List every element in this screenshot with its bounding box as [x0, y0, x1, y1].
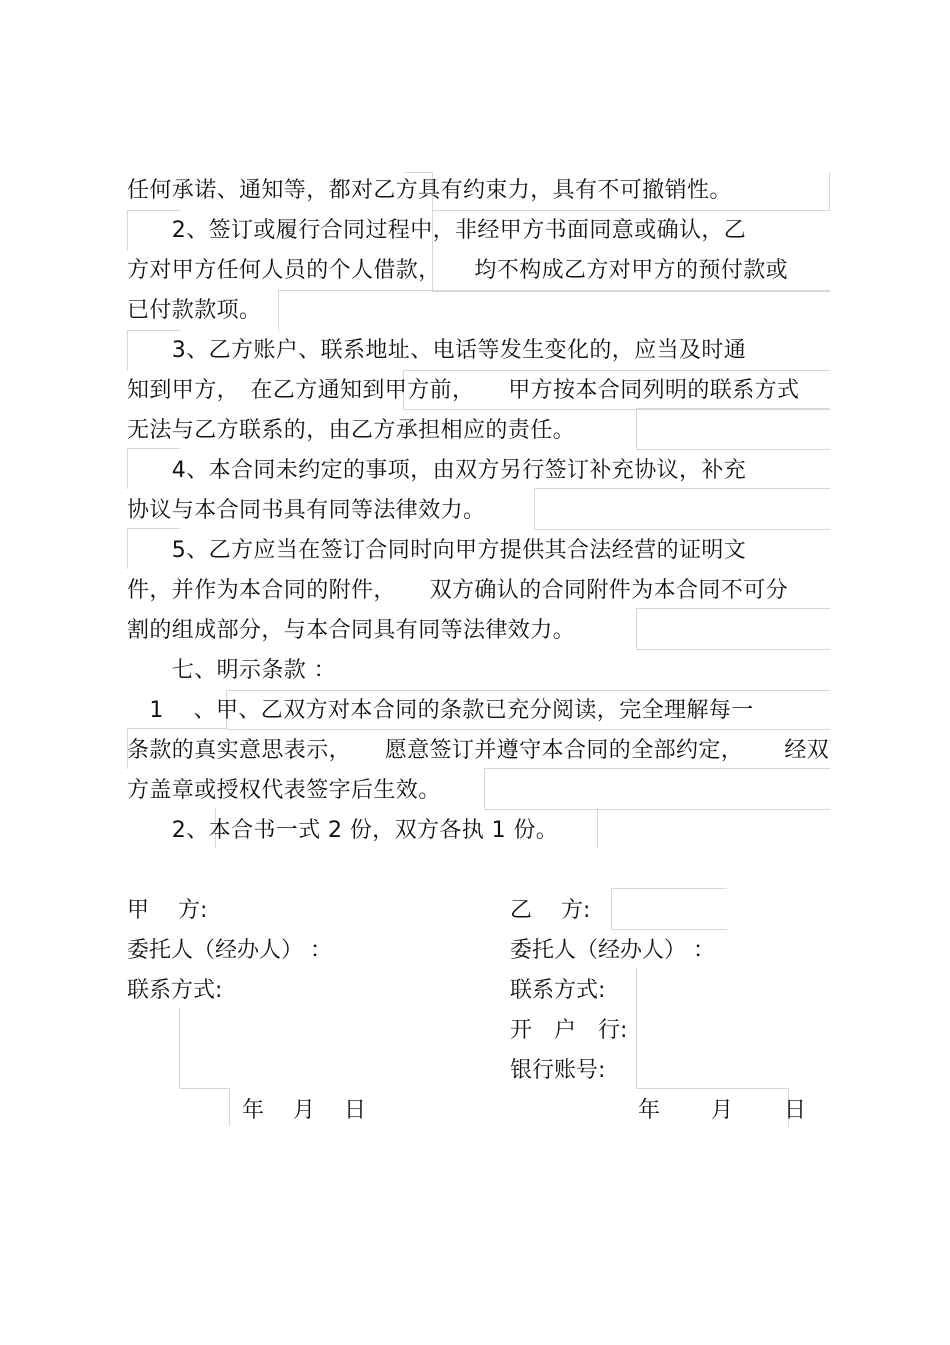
scan-artifact — [636, 968, 638, 1088]
clause-line: 5、乙方应当在签订合同时向甲方提供其合法经营的证明文 — [127, 538, 747, 563]
party-a-date: 年 月 日 — [242, 1098, 366, 1123]
scan-artifact — [229, 1088, 231, 1126]
clause-line: 条款的真实意思表示， 愿意签订并遵守本合同的全部约定， 经双 — [127, 738, 830, 763]
party-b-agent-label: 委托人（经办人） ： — [510, 938, 715, 963]
party-b-bank-label: 开 户 行: — [510, 1018, 628, 1043]
clause-line: 3、乙方账户、联系地址、电话等发生变化的，应当及时通 — [127, 338, 747, 363]
clause-line: 割的组成部分，与本合同具有同等法律效力。 — [127, 618, 576, 643]
clause-line: 4、本合同未约定的事项，由双方另行签订补充协议，补充 — [127, 458, 747, 483]
party-b-date: 年 月 日 — [638, 1098, 806, 1123]
clause-line: 任何承诺、通知等，都对乙方具有约束力，具有不可撤销性。 — [127, 178, 732, 203]
clause-line: 已付款款项。 — [127, 298, 262, 323]
party-a-label: 甲 方: — [127, 898, 208, 923]
party-b-label: 乙 方: — [510, 898, 591, 923]
section-heading: 七、明示条款 ： — [127, 658, 336, 683]
clause-line: 无法与乙方联系的，由乙方承担相应的责任。 — [127, 418, 576, 443]
clause-line: 件，并作为本合同的附件， 双方确认的合同附件为本合同不可分 — [127, 578, 789, 603]
party-b-contact-label: 联系方式: — [510, 978, 606, 1003]
scan-artifact — [611, 888, 727, 930]
clause-line: 2、签订或履行合同过程中，非经甲方书面同意或确认，乙 — [127, 218, 747, 243]
clause-line: 方盖章或授权代表签字后生效。 — [127, 778, 441, 803]
scan-artifact — [278, 290, 830, 331]
scan-artifact — [534, 488, 830, 530]
clause-line: 知到甲方， 在乙方通知到甲方前， 甲方按本合同列明的联系方式 — [127, 378, 800, 403]
scan-artifact — [597, 808, 599, 848]
scan-artifact — [636, 408, 830, 450]
party-a-agent-label: 委托人（经办人） ： — [127, 938, 332, 963]
clause-line: 方对甲方任何人员的个人借款， 均不构成乙方对甲方的预付款或 — [127, 258, 789, 283]
clause-line: 协议与本合同书具有同等法律效力。 — [127, 498, 486, 523]
scan-artifact — [813, 172, 830, 211]
scan-artifact — [636, 608, 830, 650]
clause-line: 1 、甲、乙双方对本合同的条款已充分阅读，完全理解每一 — [127, 698, 754, 723]
scan-artifact — [179, 1008, 230, 1089]
party-b-account-label: 银行账号: — [510, 1058, 606, 1083]
party-a-contact-label: 联系方式: — [127, 978, 223, 1003]
scan-artifact — [484, 768, 830, 810]
clause-line: 2、本合书一式 2 份，双方各执 1 份。 — [127, 818, 559, 843]
